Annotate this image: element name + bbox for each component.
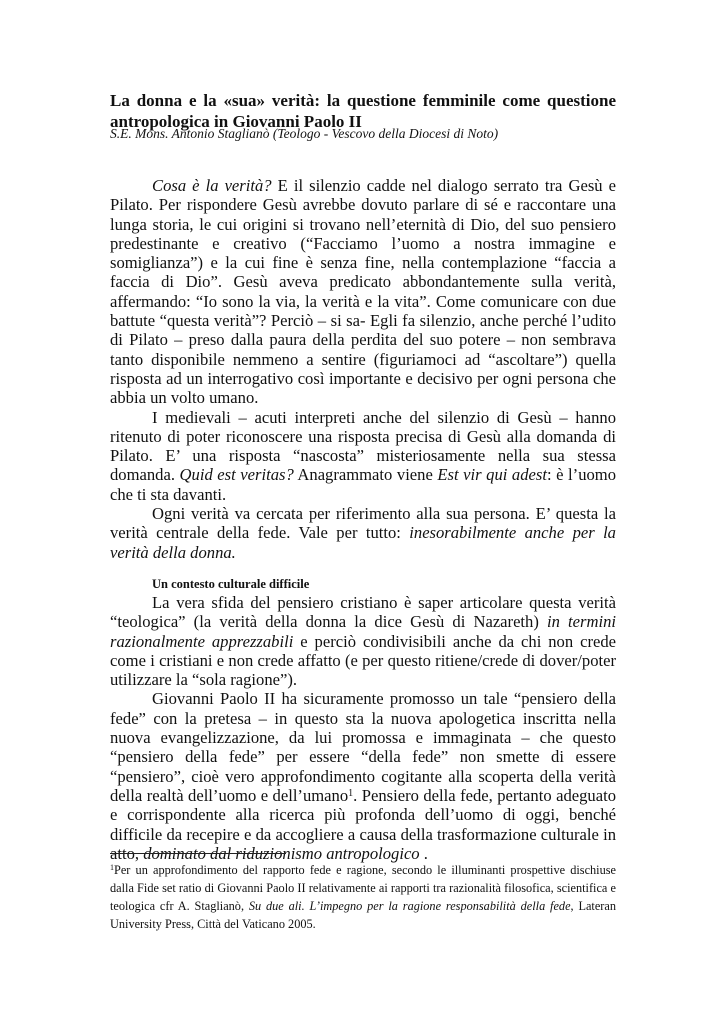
- text-run: .: [419, 843, 428, 863]
- paragraph-4: [110, 593, 616, 689]
- italic-phrase: Cosa è la verità?: [152, 176, 272, 195]
- text-run: , Lateran University Press, Città del Vaticano 2005.: [110, 899, 616, 931]
- text-run: : è l’uomo che ti sta davanti.: [110, 465, 616, 504]
- footnote-separator: [110, 853, 286, 854]
- paragraph-2: [110, 408, 616, 504]
- italic-phrase: Su due ali. L’impegno per la ragione responsabilità della fede: [248, 899, 571, 913]
- text-run: I medievali – acuti interpreti anche del silenzio di Gesù – hanno ritenuto di poter riconoscere una risposta precisa di Gesù alla domanda di Pilato. E’ una risposta “nascosta” misteriosamente nella sua stessa domanda.: [110, 407, 616, 485]
- text-run: La vera sfida del pensiero cristiano è saper articolare questa verità “teologica” (la verità della donna la dice Gesù di Nazareth): [110, 592, 616, 632]
- italic-phrase: Quid est veritas?: [179, 465, 294, 485]
- paragraph-1: [110, 176, 616, 408]
- italic-phrase: in termini razionalmente apprezzabili: [110, 612, 616, 651]
- text-run: Anagrammato viene: [293, 465, 438, 485]
- text-run: E il silenzio cadde nel dialogo serrato tra Gesù e Pilato. Per rispondere Gesù avrebbe dovuto parlare di sé e raccontare una lunga storia, le cui origini si trovano nell’eternità di Dio, del suo pensiero predestinante e creativo (“Facciamo l’uomo a nostra immagine e somiglianza”) e la cui fine è senza fine, nella contemplazione “faccia a faccia di Dio”. Gesù aveva predicato abbondantemente sulla verità, affermando: “Io sono la via, la verità e la vita”. Come comunicare con due battute “questa verità”? Perciò – si sa- Egli fa silenzio, anche perché l’udito di Pilato – preso dalla paura della perdita del suo potere – non sembrava tanto disponibile nemmeno a sentire (figuriamoci ad “ascoltare”) quella risposta ad un interrogativo così importante e decisivo per ogni persona che abbia un volto umano.: [110, 176, 616, 408]
- text-run: . Pensiero della fede, pertanto adeguato e corrispondente alla ricerca più profonda dell’uomo di oggi, benché difficile da recepire e da accogliere a causa della trasformazione culturale in atto,: [110, 785, 616, 863]
- section-heading: Un contesto culturale difficile: [152, 576, 310, 591]
- document-body: [110, 176, 616, 863]
- author-line: S.E. Mons. Antonio Staglianò (Teologo - Vescovo della Diocesi di Noto): [110, 126, 499, 141]
- paragraph-5: [110, 689, 616, 863]
- text-run: Ogni verità va cercata per riferimento alla sua persona. E’ questa la verità centrale della fede. Vale per tutto:: [110, 504, 616, 543]
- text-run: Per un approfondimento del rapporto fede e ragione, secondo le illuminanti prospettive dischiuse dalla Fide set ratio di Giovanni Paolo II relativamente ai rapporti tra razionalità filosofica, scientifica e teologica cfr A. Staglianò,: [110, 863, 616, 913]
- italic-phrase: Est vir qui adest: [437, 465, 547, 485]
- italic-phrase: inesorabilmente anche per la verità della donna.: [110, 523, 616, 562]
- italic-phrase: dominato dal riduzionismo antropologico: [143, 843, 420, 863]
- text-run: e perciò condivisibili anche da chi non crede come i cristiani e non crede affatto (e per questo ritiene/crede di dover/poter utilizzare la “sola ragione”).: [110, 631, 617, 690]
- document-title: La donna e la «sua» verità: la questione femminile come questione antropologica in Giovanni Paolo II: [110, 91, 616, 131]
- footnote-reference[interactable]: 1: [348, 787, 354, 799]
- footnote: [110, 861, 616, 933]
- paragraph-3: [110, 504, 616, 562]
- text-run: Giovanni Paolo II ha sicuramente promosso un tale “pensiero della fede” con la pretesa – in questo sta la nuova apologetica inscritta nella nuova evangelizzazione, da lui promossa e immaginata – che questo “pensiero della fede” per essere “della fede” non smette di essere “pensiero”, cioè vero approfondimento cogitante alla scoperta della verità della realtà dell’uomo e dell’umano: [110, 689, 616, 805]
- footnote-number: 1: [110, 863, 114, 872]
